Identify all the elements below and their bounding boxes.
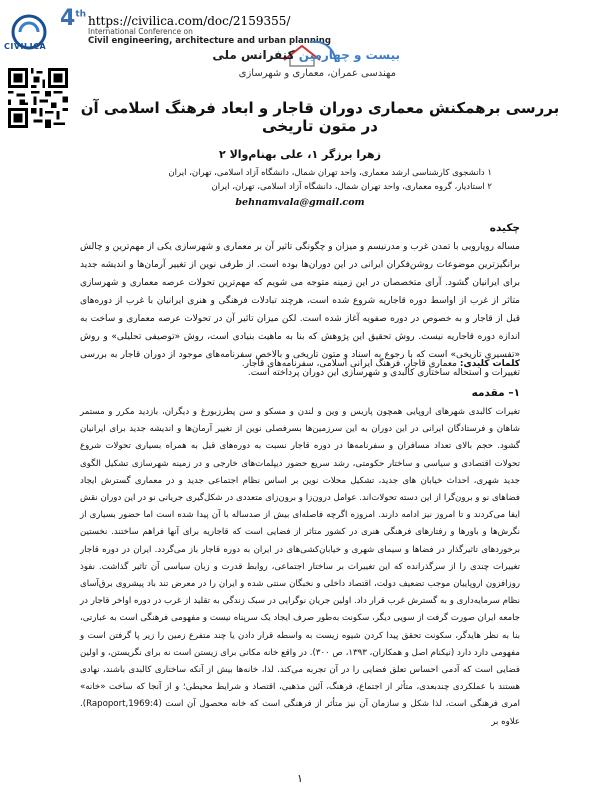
qr-code-icon <box>8 68 68 128</box>
affiliation-2: ۲ استادیار، گروه معماری، واحد تهران شمال، دانشگاه آزاد اسلامی، تهران، ایران <box>211 182 492 192</box>
conference-name-fa: بیست و چهارمین کنفرانس ملی <box>212 48 400 62</box>
conference-subtitle-fa: مهندسی عمران، معماری و شهرسازی <box>238 68 396 79</box>
conference-number: 4th <box>60 6 87 31</box>
civilica-logo-text: CIVILICA <box>4 42 47 51</box>
document-url[interactable]: https://civilica.com/doc/2159355/ <box>88 14 291 28</box>
author-email: behnamvala@gmail.com <box>235 197 365 208</box>
conference-name-en-line1: International Conference on <box>88 27 193 36</box>
keywords-text: معماری قاجار، فرهنگ ایرانی اسلامی، سفرنامه‌های قاجار. <box>241 359 457 369</box>
introduction-body: تغیرات کالبدی شهرهای اروپایی همچون پاریس و وین و لندن و مسکو و سن پطرزبورغ و دیگران، بازدید مکرر و مستمر شاهان و فرستادگان ایرانی در این دوران به این سرزمین‌ها بسرفصلی نوین از تغییر آرمان‌ها و اندیشه جدید برای ایرانیان گشود. حجم بالای تعداد مسافران و سفرنامه‌ها در دوره قاجار نسبت به دوره‌های قبل به همراه بسیاری تحولات شروع تحولات اقتصادی و سیاسی و ساختار حکومتی، رشد سریع حضور دیپلمات‌های خارجی و در زمینه شهرسازی تشکیل الگوی جدید شهری، احداث خیابان های جدید، تشکیل محلات نوین بر اساس نظام اجتماعی جدید و در معماری گسترش ایجاد فضاهای نو و برون‌گرا از این دسته تحولات‌اند. عوامل درون‌زا و برون‌زای متعددی در شکل‌گیری جریانی نو در این دوران نقش ایفا می‌کردند و تا امروز نیز ادامه دارند. امروزه اگرچه فاصله‌ای بیش از صدساله با آن پیدا شده است اما حضور بسیاری از نگرش‌ها و باورها و رفتارهای فرهنگی هنری در کشور متاثر از فضایی است که قاجاریه برای آنها فراهم ساختند. نخستین برخوردهای تاثیرگذار در فضاها و سیمای شهری و خیابان‌کشی‌های در ایران به دوره قاجار باز می‌گردد. ایران در دوره قاجار تغییرات چندی را از سرگذرانده که این تغییرات بر ساختار اجتماعی، روابط قدرت و زبان سیاسی آن تاثیر گذاشت. نفوذ روزافزون اروپاییان موجب تضعیف دولت، اقتصاد داخلی و نخبگان سنتی شده و ایران را در معرض تند باد پیشروی برق‌آسای نظام سرمایه‌داری و به گسترش غرب قرار داد. اولین جریان نوگرایی در سبک زندگی به تقلید از غرب در دوره اواخر قاجار در جامعه ایران صورت گرفت از سویی دیگر، سکونت به‌طور صرف ایجاد یک سرپناه نیست و مفهومی فرهنگی است به عبارتی، بنا به نظر هایدگر، سکونت تحقق پیدا کردن شیوه زیست به واسطه قرار دادن یا چند متفرع زمین را زیر پا گرفتن است و مفهومی دارد دارد (نیکنام اصل و همکاران، ۱۳۹۳، ص ۳۰۰). در واقع خانه مکانی برای زیستن است نه برای نگریستن، و اولین فضایی است که آدمی احساس تعلق فضایی را در آن تجربه می‌کند. لذا، خانه‌ها بیش از آنکه ساختاری کالبدی باشند، نهادی هستند با عملکردی چندبعدی، متأثر از اجتماع، فرهنگ، آئین مذهبی، اقتصاد و شرایط محیطی؛ و از آنجا که ساخت «خانه» امری فرهنگی است، لذا شکل و سازمان آن نیز متأثر از فرهنگی است که خانه محصول آن است (Rapoport,1969:4). علاوه بر <box>80 407 520 727</box>
conference-name-en-line2: Civil engineering, architecture and urban planning <box>88 36 331 46</box>
conference-header <box>0 0 600 100</box>
abstract-body: مساله رویارویی با تمدن غرب و مدرنیسم و میزان و چگونگی تاثیر آن بر معماری و شهرسازی یکی از مهم‌ترین و چالش برانگیزترین موضوعات روشن‌فکران ایرانی در این دوران‌ها بوده است. از طرفی نوین از تغییر آرمان‌ها و اندیشه جدید برای ایرانیان گشود. آرای متخصصان در این زمینه متوجه می شویم که مهم‌ترین تحولات عرصه معماری و شهرسازی متاثر از غرب از اواسط دوره قاجاریه شروع شده است، هرچند تبادلات فرهنگی و هنری ایرانیان با غرب از دوره‌های قبل از قاجار و به خصوص در دوره صفویه آغاز شده است. لکن میزان تاثیر آن در تحولات عرصه معماری و ساخت به اندازه دوره قاجاریه نیست. روش تحقیق این پژوهش که بنا به ماهیت بنیادی است، روش «توصیفی تحلیلی» و روش «تفسیری تاریخی» است که با رجوع به اسناد و متون تاریخی و بالاخص سفرنامه‌های موجود از دوران قاجار به بررسی تغییرات و استحاله ساختاری کالبدی و شهرسازی این دوران پرداخته است. <box>80 242 520 378</box>
paper-title: بررسی برهمکنش معماری دوران قاجار و ابعاد فرهنگ اسلامی آن در متون تاریخی <box>80 99 560 135</box>
civilica-logo-icon <box>6 12 52 58</box>
abstract-heading: چکیده <box>489 222 520 234</box>
paper-authors: زهرا برزگر ۱، علی بهنام‌والا ۲ <box>219 148 381 161</box>
page-number: ۱ <box>297 772 303 785</box>
keywords-label: کلمات کلیدی: <box>459 359 520 369</box>
introduction-heading: ۱– مقدمه <box>471 387 520 399</box>
keywords <box>242 359 520 369</box>
affiliation-1: ۱ دانشجوی کارشناسی ارشد معماری، واحد تهران شمال، دانشگاه آزاد اسلامی، تهران، ایران <box>168 168 492 178</box>
